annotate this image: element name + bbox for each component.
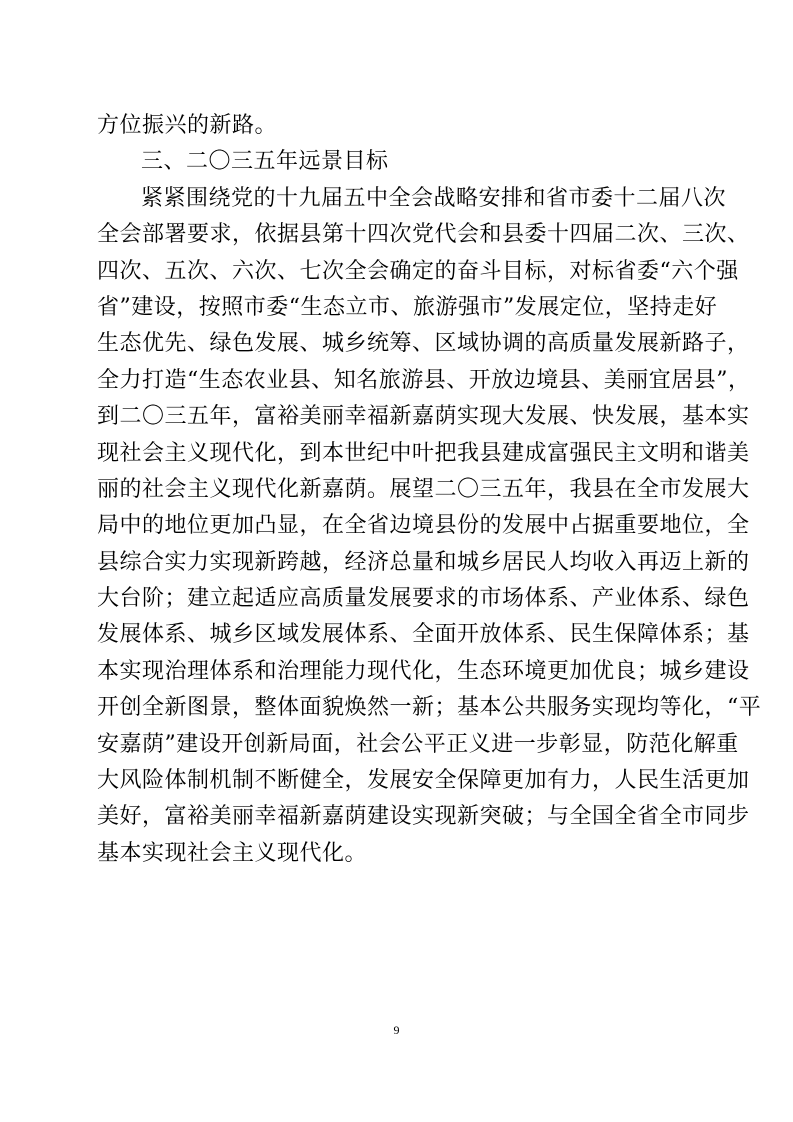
paragraph-line: 基本实现社会主义现代化。 (97, 840, 368, 866)
paragraph (97, 181, 762, 872)
section-heading: 三、二〇三五年远景目标 (141, 149, 389, 175)
paragraph-line: 开创全新图景，整体面貌焕然一新；基本公共服务实现均等化，“平 (97, 695, 762, 721)
paragraph-line: 到二〇三五年，富裕美丽幸福新嘉荫实现大发展、快发展，基本实 (97, 404, 750, 430)
document-body (97, 108, 762, 872)
paragraph-line: 大风险体制机制不断健全，发展安全保障更加有力，人民生活更加 (97, 768, 750, 794)
page-number: 9 (393, 1023, 400, 1037)
paragraph-line: 安嘉荫”建设开创新局面，社会公平正义进一步彰显，防范化解重 (97, 731, 739, 757)
paragraph-line: 发展体系、城乡区域发展体系、全面开放体系、民生保障体系；基 (97, 622, 750, 648)
paragraph-line: 美好，富裕美丽幸福新嘉荫建设实现新突破；与全国全省全市同步 (97, 804, 750, 830)
carryover-line: 方位振兴的新路。 (97, 113, 278, 138)
paragraph-line: 四次、五次、六次、七次全会确定的奋斗目标，对标省委“六个强 (97, 258, 739, 284)
paragraph-line: 本实现治理体系和治理能力现代化，生态环境更加优良；城乡建设 (97, 658, 750, 684)
paragraph-line: 生态优先、绿色发展、城乡统筹、区域协调的高质量发展新路子， (97, 331, 750, 357)
paragraph-line: 丽的社会主义现代化新嘉荫。展望二〇三五年，我县在全市发展大 (97, 476, 750, 502)
paragraph-line: 局中的地位更加凸显，在全省边境县份的发展中占据重要地位，全 (97, 513, 750, 539)
paragraph-line: 现社会主义现代化，到本世纪中叶把我县建成富强民主文明和谐美 (97, 440, 750, 466)
paragraph-line: 县综合实力实现新跨越，经济总量和城乡居民人均收入再迈上新的 (97, 549, 750, 575)
paragraph-line: 大台阶；建立起适应高质量发展要求的市场体系、产业体系、绿色 (97, 586, 750, 612)
paragraph-line: 紧紧围绕党的十九届五中全会战略安排和省市委十二届八次 (141, 185, 727, 211)
paragraph-line: 全力打造“生态农业县、知名旅游县、开放边境县、美丽宜居县”， (97, 367, 751, 393)
paragraph-line: 全会部署要求，依据县第十四次党代会和县委十四届二次、三次、 (97, 222, 750, 248)
paragraph-line: 省”建设，按照市委“生态立市、旅游强市”发展定位，坚持走好 (97, 294, 718, 320)
